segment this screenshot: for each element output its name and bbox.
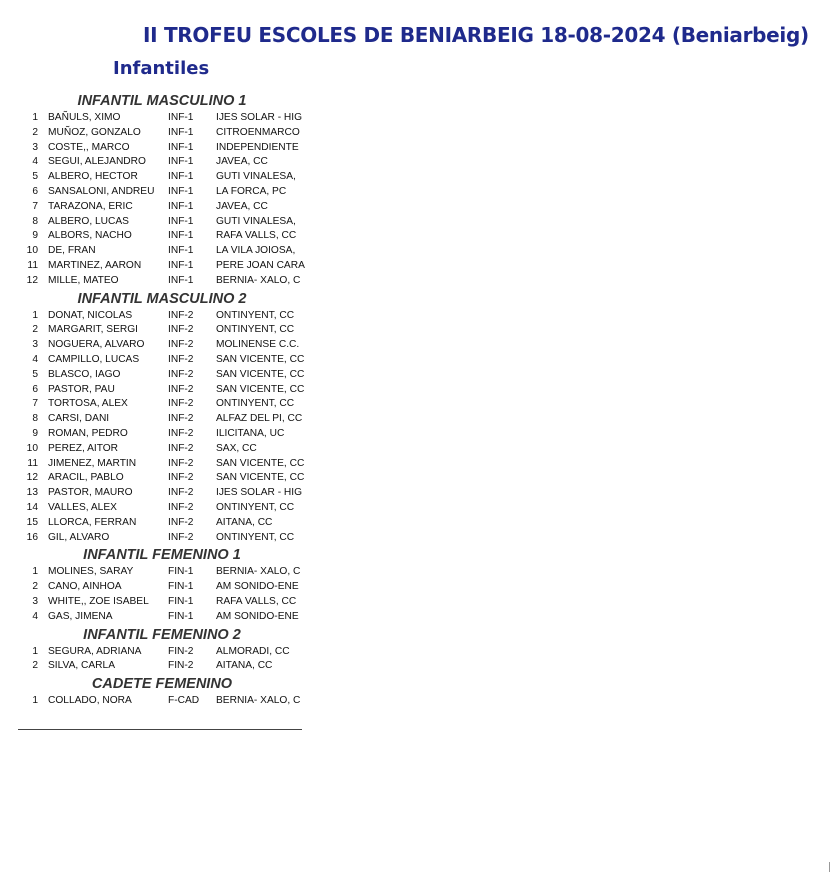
club-name: LA FORCA, PC — [216, 185, 287, 197]
category-code: INF-2 — [168, 368, 194, 380]
category-code: INF-1 — [168, 245, 194, 257]
category-code: INF-2 — [168, 309, 194, 321]
result-position: 2 — [32, 324, 38, 336]
result-position: 7 — [32, 398, 38, 410]
category-code: INF-1 — [168, 274, 194, 286]
result-position: 1 — [32, 309, 38, 321]
result-row — [20, 595, 304, 610]
category-code: INF-1 — [168, 112, 194, 123]
result-row — [20, 645, 304, 660]
result-row — [20, 274, 304, 289]
result-row — [20, 244, 304, 259]
category-code: FIN-1 — [168, 566, 194, 578]
club-name: LA VILA JOIOSA, — [216, 245, 296, 257]
result-position: 9 — [32, 427, 38, 439]
result-position: 3 — [32, 339, 38, 351]
club-name: IJES SOLAR - HIG — [216, 487, 303, 499]
category-code: INF-2 — [168, 398, 194, 410]
result-position: 4 — [32, 156, 38, 168]
result-row — [20, 111, 304, 126]
category-code: FIN-2 — [168, 645, 194, 657]
club-name: ONTINYENT, CC — [216, 324, 295, 336]
result-position: 8 — [32, 413, 38, 425]
result-position: 11 — [27, 457, 38, 469]
result-row — [20, 338, 304, 353]
rider-name: MUÑOZ, GONZALO — [48, 126, 141, 138]
result-position: 9 — [32, 230, 38, 242]
result-position: 10 — [26, 245, 38, 257]
club-name: ONTINYENT, CC — [216, 309, 295, 321]
result-row — [20, 565, 304, 580]
result-row — [20, 259, 304, 274]
rider-name: BLASCO, IAGO — [48, 368, 121, 380]
result-row — [20, 170, 304, 185]
rider-name: PASTOR, PAU — [48, 383, 115, 395]
category-code: INF-2 — [168, 516, 194, 528]
rider-name: MILLE, MATEO — [48, 274, 119, 286]
club-name: BERNIA- XALO, C — [216, 695, 301, 707]
rider-name: SANSALONI, ANDREU — [48, 185, 155, 197]
result-position: 16 — [26, 531, 38, 543]
category-code: INF-2 — [168, 487, 194, 499]
category-code: INF-1 — [168, 230, 194, 242]
club-name: IJES SOLAR - HIG — [216, 112, 303, 123]
result-position: 14 — [26, 501, 38, 513]
club-name: ILICITANA, UC — [216, 427, 285, 439]
rider-name: VALLES, ALEX — [48, 501, 117, 513]
result-position: 2 — [32, 581, 38, 593]
club-name: SAX, CC — [216, 442, 257, 454]
result-position: 15 — [26, 516, 38, 528]
rider-name: WHITE,, ZOE ISABEL — [48, 595, 149, 607]
category-code: INF-2 — [168, 442, 194, 454]
rider-name: SILVA, CARLA — [48, 660, 115, 672]
club-name: JAVEA, CC — [216, 156, 268, 168]
rider-name: ARACIL, PABLO — [48, 472, 124, 484]
rider-name: TARAZONA, ERIC — [48, 200, 133, 212]
result-position: 8 — [32, 215, 38, 227]
category-code: FIN-1 — [168, 581, 194, 593]
category-code: INF-2 — [168, 427, 194, 439]
result-position: 5 — [32, 368, 38, 380]
result-position: 1 — [32, 695, 38, 707]
result-position: 2 — [32, 660, 38, 672]
club-name: ALMORADI, CC — [216, 645, 290, 657]
result-row — [20, 323, 304, 338]
rider-name: JIMENEZ, MARTIN — [48, 457, 137, 469]
club-name: ONTINYENT, CC — [216, 398, 295, 410]
category-code: INF-1 — [168, 259, 194, 271]
rider-name: COLLADO, NORA — [48, 695, 132, 707]
results-section — [20, 91, 304, 289]
result-position: 10 — [26, 442, 38, 454]
club-name: SAN VICENTE, CC — [216, 383, 305, 395]
result-position: 1 — [32, 112, 38, 123]
result-row — [20, 229, 304, 244]
result-position: 5 — [32, 171, 38, 183]
club-name: AM SONIDO-ENE — [216, 610, 299, 622]
rider-name: ROMAN, PEDRO — [48, 427, 128, 439]
results-section — [20, 289, 304, 546]
rider-name: GAS, JIMENA — [48, 610, 113, 622]
result-position: 2 — [32, 126, 38, 138]
category-code: FIN-1 — [168, 595, 194, 607]
category-code: INF-1 — [168, 171, 194, 183]
category-code: INF-2 — [168, 353, 194, 365]
result-row — [20, 516, 304, 531]
category-code: INF-2 — [168, 501, 194, 513]
club-name: INDEPENDIENTE — [216, 141, 299, 153]
result-position: 1 — [32, 566, 38, 578]
rider-name: CANO, AINHOA — [48, 581, 122, 593]
rider-name: DONAT, NICOLAS — [48, 309, 133, 321]
club-name: JAVEA, CC — [216, 200, 268, 212]
club-name: SAN VICENTE, CC — [216, 353, 305, 365]
club-name: BERNIA- XALO, C — [216, 274, 301, 286]
section-title: INFANTIL FEMENINO 2 — [83, 626, 241, 643]
category-code: INF-2 — [168, 472, 194, 484]
rider-name: COSTE,, MARCO — [48, 141, 130, 153]
result-position: 1 — [32, 645, 38, 657]
club-name: SAN VICENTE, CC — [216, 368, 305, 380]
rider-name: NOGUERA, ALVARO — [48, 339, 145, 351]
result-row — [20, 427, 304, 442]
results-section — [20, 674, 304, 709]
club-name: AITANA, CC — [216, 660, 273, 672]
club-name: GUTI VINALESA, — [216, 171, 296, 183]
category-code: INF-1 — [168, 126, 194, 138]
club-name: GUTI VINALESA, — [216, 215, 296, 227]
result-row — [20, 442, 304, 457]
rider-name: ALBERO, LUCAS — [48, 215, 129, 227]
club-name: ONTINYENT, CC — [216, 501, 295, 513]
table-bottom-rule — [18, 729, 302, 730]
result-position: 11 — [27, 259, 38, 271]
category-code: INF-2 — [168, 413, 194, 425]
club-name: SAN VICENTE, CC — [216, 472, 305, 484]
result-row — [20, 610, 304, 625]
result-position: 4 — [32, 353, 38, 365]
result-row — [20, 457, 304, 472]
club-name: SAN VICENTE, CC — [216, 457, 305, 469]
category-code: INF-1 — [168, 141, 194, 153]
result-position: 12 — [26, 472, 38, 484]
result-row — [20, 185, 304, 200]
club-name: RAFA VALLS, CC — [216, 230, 297, 242]
result-position: 4 — [32, 610, 38, 622]
result-position: 13 — [26, 487, 38, 499]
section-title: INFANTIL MASCULINO 1 — [77, 93, 247, 109]
club-name: PERE JOAN CARA — [216, 259, 305, 271]
club-name: BERNIA- XALO, C — [216, 566, 301, 578]
section-title: INFANTIL FEMENINO 1 — [83, 547, 241, 564]
page-title: II TROFEU ESCOLES DE BENIARBEIG 18-08-2024 (Beniarbeig) — [143, 23, 809, 47]
category-code: FIN-1 — [168, 610, 194, 622]
results-section — [20, 625, 304, 675]
results-section — [20, 545, 304, 624]
results-list — [20, 91, 304, 709]
category-code: INF-1 — [168, 185, 194, 197]
rider-name: SEGURA, ADRIANA — [48, 645, 142, 657]
result-row — [20, 126, 304, 141]
result-row — [20, 353, 304, 368]
rider-name: CAMPILLO, LUCAS — [48, 353, 140, 365]
rider-name: ALBERO, HECTOR — [48, 171, 138, 183]
result-row — [20, 368, 304, 383]
category-code: FIN-2 — [168, 660, 194, 672]
page-subtitle: Infantiles — [113, 58, 210, 79]
club-name: ALFAZ DEL PI, CC — [216, 413, 303, 425]
result-position: 7 — [32, 200, 38, 212]
rider-name: ALBORS, NACHO — [48, 230, 132, 242]
rider-name: SEGUI, ALEJANDRO — [48, 156, 146, 168]
rider-name: BAÑULS, XIMO — [48, 112, 121, 123]
result-position: 6 — [32, 185, 38, 197]
club-name: ONTINYENT, CC — [216, 531, 295, 543]
result-row — [20, 694, 304, 709]
category-code: F-CAD — [168, 695, 200, 707]
result-row — [20, 383, 304, 398]
result-row — [20, 215, 304, 230]
category-code: INF-2 — [168, 383, 194, 395]
rider-name: TORTOSA, ALEX — [48, 398, 128, 410]
result-position: 3 — [32, 595, 38, 607]
result-row — [20, 486, 304, 501]
result-row — [20, 580, 304, 595]
rider-name: MARGARIT, SERGI — [48, 324, 138, 336]
result-row — [20, 397, 304, 412]
category-code: INF-2 — [168, 339, 194, 351]
club-name: MOLINENSE C.C. — [216, 339, 300, 351]
result-row — [20, 200, 304, 215]
result-row — [20, 531, 304, 546]
rider-name: PASTOR, MAURO — [48, 487, 133, 499]
rider-name: DE, FRAN — [48, 245, 96, 257]
club-name: AITANA, CC — [216, 516, 273, 528]
result-row — [20, 155, 304, 170]
category-code: INF-1 — [168, 215, 194, 227]
scan-edge-mark — [829, 862, 830, 872]
result-position: 3 — [32, 141, 38, 153]
club-name: CITROENMARCO — [216, 126, 300, 138]
category-code: INF-2 — [168, 324, 194, 336]
category-code: INF-2 — [168, 457, 194, 469]
rider-name: PEREZ, AITOR — [48, 442, 119, 454]
section-title: CADETE FEMENINO — [91, 676, 233, 693]
category-code: INF-1 — [168, 200, 194, 212]
result-row — [20, 471, 304, 486]
category-code: INF-1 — [168, 156, 194, 168]
result-row — [20, 412, 304, 427]
rider-name: MARTINEZ, AARON — [48, 259, 142, 271]
club-name: AM SONIDO-ENE — [216, 581, 299, 593]
rider-name: MOLINES, SARAY — [48, 566, 134, 578]
result-position: 6 — [32, 383, 38, 395]
club-name: RAFA VALLS, CC — [216, 595, 297, 607]
rider-name: GIL, ALVARO — [48, 531, 110, 543]
rider-name: CARSI, DANI — [48, 413, 110, 425]
result-row — [20, 659, 304, 674]
result-position: 12 — [26, 274, 38, 286]
result-row — [20, 309, 304, 324]
rider-name: LLORCA, FERRAN — [48, 516, 137, 528]
result-row — [20, 141, 304, 156]
result-row — [20, 501, 304, 516]
category-code: INF-2 — [168, 531, 194, 543]
section-title: INFANTIL MASCULINO 2 — [77, 290, 247, 307]
